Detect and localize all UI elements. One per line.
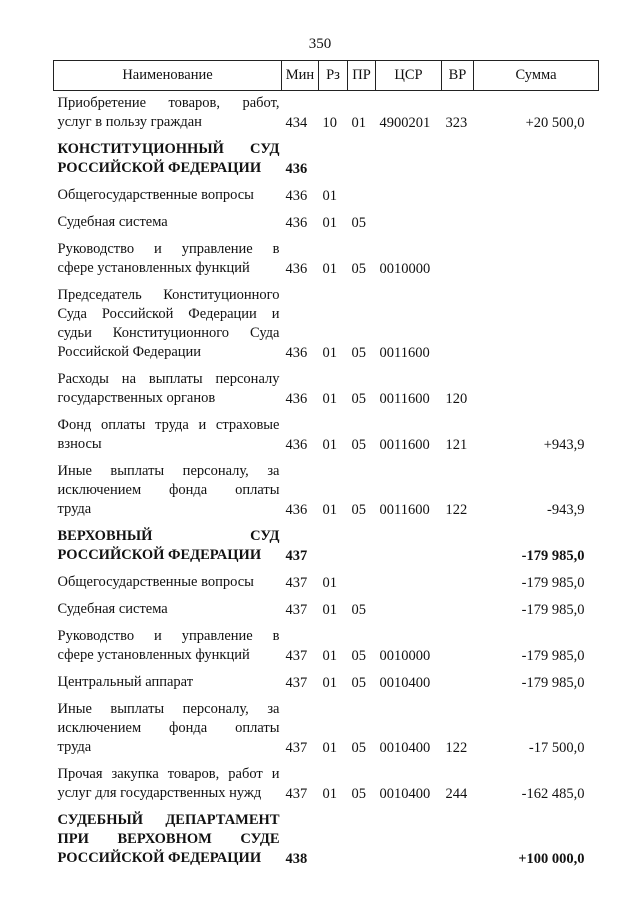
cell-csr: 4900201 xyxy=(379,115,431,131)
cell-sum: -162 485,0 xyxy=(521,786,585,802)
header-name: Наименование xyxy=(54,61,282,91)
cell-min: 437 xyxy=(285,602,308,618)
cell-sum xyxy=(474,280,599,364)
cell-pr xyxy=(348,521,376,567)
table-row xyxy=(54,180,599,207)
row-name-line: Судебная система xyxy=(57,601,168,617)
cell-rz: 01 xyxy=(322,740,337,756)
cell-csr xyxy=(376,594,442,621)
table-row xyxy=(54,134,599,180)
cell-csr xyxy=(376,567,442,594)
cell-pr: 05 xyxy=(351,502,366,518)
cell-rz: 01 xyxy=(322,675,337,691)
cell-min: 436 xyxy=(285,261,308,277)
cell-pr xyxy=(348,567,376,594)
cell-sum: -179 985,0 xyxy=(521,648,585,664)
row-name-line: Расходы на выплаты персоналу xyxy=(57,371,280,387)
header-csr: ЦСР xyxy=(376,61,442,91)
row-name xyxy=(54,805,282,870)
cell-csr: 0010000 xyxy=(379,261,431,277)
cell-pr xyxy=(348,805,376,870)
table-row xyxy=(54,234,599,280)
cell-rz: 01 xyxy=(322,261,337,277)
cell-vr xyxy=(442,180,474,207)
row-name-line: услуг в пользу граждан xyxy=(57,114,202,130)
cell-csr xyxy=(376,207,442,234)
table-row xyxy=(54,667,599,694)
cell-sum xyxy=(474,207,599,234)
cell-rz xyxy=(319,521,348,567)
cell-csr: 0011600 xyxy=(379,502,430,518)
row-name xyxy=(54,234,282,280)
row-name-line: исключением фонда оплаты xyxy=(57,720,280,736)
cell-sum: -179 985,0 xyxy=(521,548,585,564)
row-name-line: Прочая закупка товаров, работ и xyxy=(57,766,280,782)
row-name xyxy=(54,134,282,180)
cell-rz: 01 xyxy=(322,391,337,407)
cell-sum: -179 985,0 xyxy=(521,675,585,691)
header-sum: Сумма xyxy=(474,61,599,91)
cell-min: 436 xyxy=(285,391,308,407)
row-name xyxy=(54,621,282,667)
row-name-line: Российской Федерации xyxy=(57,344,202,360)
row-name-line: Суда Российской Федерации и xyxy=(57,306,280,322)
cell-vr xyxy=(442,667,474,694)
table-row xyxy=(54,594,599,621)
cell-min: 437 xyxy=(285,740,308,756)
row-name xyxy=(54,207,282,234)
header-pr: ПР xyxy=(348,61,376,91)
table-row xyxy=(54,694,599,759)
table-row xyxy=(54,91,599,135)
cell-pr xyxy=(348,180,376,207)
row-name xyxy=(54,91,282,135)
cell-min: 437 xyxy=(285,648,308,664)
row-name-line: исключением фонда оплаты xyxy=(57,482,280,498)
row-name-line: РОССИЙСКОЙ ФЕДЕРАЦИИ xyxy=(57,850,262,866)
row-name xyxy=(54,667,282,694)
cell-pr: 05 xyxy=(351,786,366,802)
cell-rz: 01 xyxy=(322,648,337,664)
cell-vr: 122 xyxy=(445,502,468,518)
cell-sum: -179 985,0 xyxy=(521,602,585,618)
cell-csr: 0010400 xyxy=(379,675,431,691)
cell-min: 437 xyxy=(285,786,308,802)
row-name-line: Судебная система xyxy=(57,214,168,230)
row-name xyxy=(54,410,282,456)
row-name-line: труда xyxy=(57,501,92,517)
cell-min: 437 xyxy=(285,575,308,591)
cell-rz: 01 xyxy=(322,602,337,618)
cell-pr: 05 xyxy=(351,740,366,756)
row-name xyxy=(54,280,282,364)
table-row xyxy=(54,207,599,234)
row-name xyxy=(54,180,282,207)
cell-rz: 01 xyxy=(322,502,337,518)
row-name xyxy=(54,521,282,567)
cell-min: 436 xyxy=(285,215,308,231)
row-name-line: СУДЕБНЫЙ ДЕПАРТАМЕНТ xyxy=(57,812,280,828)
header-vr: ВР xyxy=(442,61,474,91)
row-name-line: Руководство и управление в xyxy=(57,628,280,644)
table-row xyxy=(54,759,599,805)
cell-sum: -17 500,0 xyxy=(528,740,585,756)
row-name xyxy=(54,759,282,805)
table-row xyxy=(54,456,599,521)
cell-pr: 05 xyxy=(351,437,366,453)
cell-min: 436 xyxy=(285,345,308,361)
row-name-line: Иные выплаты персоналу, за xyxy=(57,701,280,717)
cell-vr xyxy=(442,207,474,234)
page-number: 350 xyxy=(308,36,332,52)
cell-sum xyxy=(474,180,599,207)
cell-vr: 120 xyxy=(445,391,468,407)
cell-min: 436 xyxy=(285,188,308,204)
cell-csr: 0011600 xyxy=(379,391,430,407)
cell-vr: 121 xyxy=(445,437,468,453)
cell-min: 436 xyxy=(285,161,308,177)
budget-table xyxy=(53,60,599,870)
cell-pr: 05 xyxy=(351,648,366,664)
row-name xyxy=(54,364,282,410)
cell-min: 436 xyxy=(285,437,308,453)
row-name-line: государственных органов xyxy=(57,390,216,406)
cell-csr xyxy=(376,180,442,207)
cell-vr xyxy=(442,134,474,180)
cell-pr: 05 xyxy=(351,602,366,618)
cell-pr: 05 xyxy=(351,391,366,407)
cell-csr xyxy=(376,134,442,180)
row-name-line: Общегосударственные вопросы xyxy=(57,187,254,203)
row-name-line: Центральный аппарат xyxy=(57,674,194,690)
row-name-line: РОССИЙСКОЙ ФЕДЕРАЦИИ xyxy=(57,547,262,563)
cell-vr xyxy=(442,234,474,280)
cell-rz: 01 xyxy=(322,215,337,231)
row-name-line: сфере установленных функций xyxy=(57,260,250,276)
cell-vr xyxy=(442,521,474,567)
row-name xyxy=(54,456,282,521)
cell-csr: 0010000 xyxy=(379,648,431,664)
cell-sum: -943,9 xyxy=(547,502,585,518)
cell-vr: 122 xyxy=(445,740,468,756)
cell-vr: 323 xyxy=(445,115,468,131)
cell-csr: 0011600 xyxy=(379,437,430,453)
cell-rz: 01 xyxy=(322,345,337,361)
cell-sum: +20 500,0 xyxy=(525,115,585,131)
table-row xyxy=(54,521,599,567)
row-name-line: ВЕРХОВНЫЙ СУД xyxy=(57,528,280,544)
table-row xyxy=(54,805,599,870)
cell-csr: 0011600 xyxy=(379,345,430,361)
row-name-line: Руководство и управление в xyxy=(57,241,280,257)
cell-sum: +943,9 xyxy=(543,437,585,453)
cell-rz: 10 xyxy=(322,115,337,131)
row-name-line: услуг для государственных нужд xyxy=(57,785,262,801)
row-name-line: Фонд оплаты труда и страховые xyxy=(57,417,280,433)
row-name-line: Приобретение товаров, работ, xyxy=(57,95,280,111)
row-name-line: сфере установленных функций xyxy=(57,647,250,663)
row-name xyxy=(54,594,282,621)
row-name xyxy=(54,567,282,594)
table-row xyxy=(54,410,599,456)
table-row xyxy=(54,621,599,667)
cell-csr: 0010400 xyxy=(379,786,431,802)
cell-vr xyxy=(442,621,474,667)
row-name-line: труда xyxy=(57,739,92,755)
cell-pr: 05 xyxy=(351,261,366,277)
cell-rz xyxy=(319,134,348,180)
cell-rz: 01 xyxy=(322,575,337,591)
cell-rz: 01 xyxy=(322,437,337,453)
row-name-line: Иные выплаты персоналу, за xyxy=(57,463,280,479)
cell-min: 434 xyxy=(285,115,308,131)
row-name-line: Общегосударственные вопросы xyxy=(57,574,254,590)
cell-pr: 05 xyxy=(351,345,366,361)
cell-csr xyxy=(376,805,442,870)
row-name-line: ПРИ ВЕРХОВНОМ СУДЕ xyxy=(57,831,280,847)
cell-sum xyxy=(474,134,599,180)
cell-sum: +100 000,0 xyxy=(518,851,585,867)
cell-min: 438 xyxy=(285,851,308,867)
cell-vr: 244 xyxy=(445,786,468,802)
table-row xyxy=(54,280,599,364)
cell-min: 437 xyxy=(285,548,308,564)
cell-sum: -179 985,0 xyxy=(521,575,585,591)
cell-sum xyxy=(474,234,599,280)
row-name-line: Председатель Конституционного xyxy=(57,287,280,303)
table-body xyxy=(54,91,599,871)
cell-pr xyxy=(348,134,376,180)
cell-vr xyxy=(442,280,474,364)
cell-min: 436 xyxy=(285,502,308,518)
cell-csr: 0010400 xyxy=(379,740,431,756)
row-name-line: взносы xyxy=(57,436,102,452)
table-row xyxy=(54,567,599,594)
cell-rz xyxy=(319,805,348,870)
cell-csr xyxy=(376,521,442,567)
row-name-line: судьи Конституционного Суда xyxy=(57,325,280,341)
row-name-line: РОССИЙСКОЙ ФЕДЕРАЦИИ xyxy=(57,160,262,176)
row-name xyxy=(54,694,282,759)
row-name-line: КОНСТИТУЦИОННЫЙ СУД xyxy=(57,141,280,157)
cell-rz: 01 xyxy=(322,188,337,204)
header-min: Мин xyxy=(282,61,319,91)
cell-vr xyxy=(442,567,474,594)
cell-pr: 01 xyxy=(351,115,366,131)
cell-vr xyxy=(442,805,474,870)
cell-min: 437 xyxy=(285,675,308,691)
header-rz: Рз xyxy=(319,61,348,91)
cell-pr: 05 xyxy=(351,215,366,231)
cell-sum xyxy=(474,364,599,410)
cell-pr: 05 xyxy=(351,675,366,691)
table-header-row xyxy=(54,61,599,91)
table-row xyxy=(54,364,599,410)
cell-rz: 01 xyxy=(322,786,337,802)
cell-vr xyxy=(442,594,474,621)
